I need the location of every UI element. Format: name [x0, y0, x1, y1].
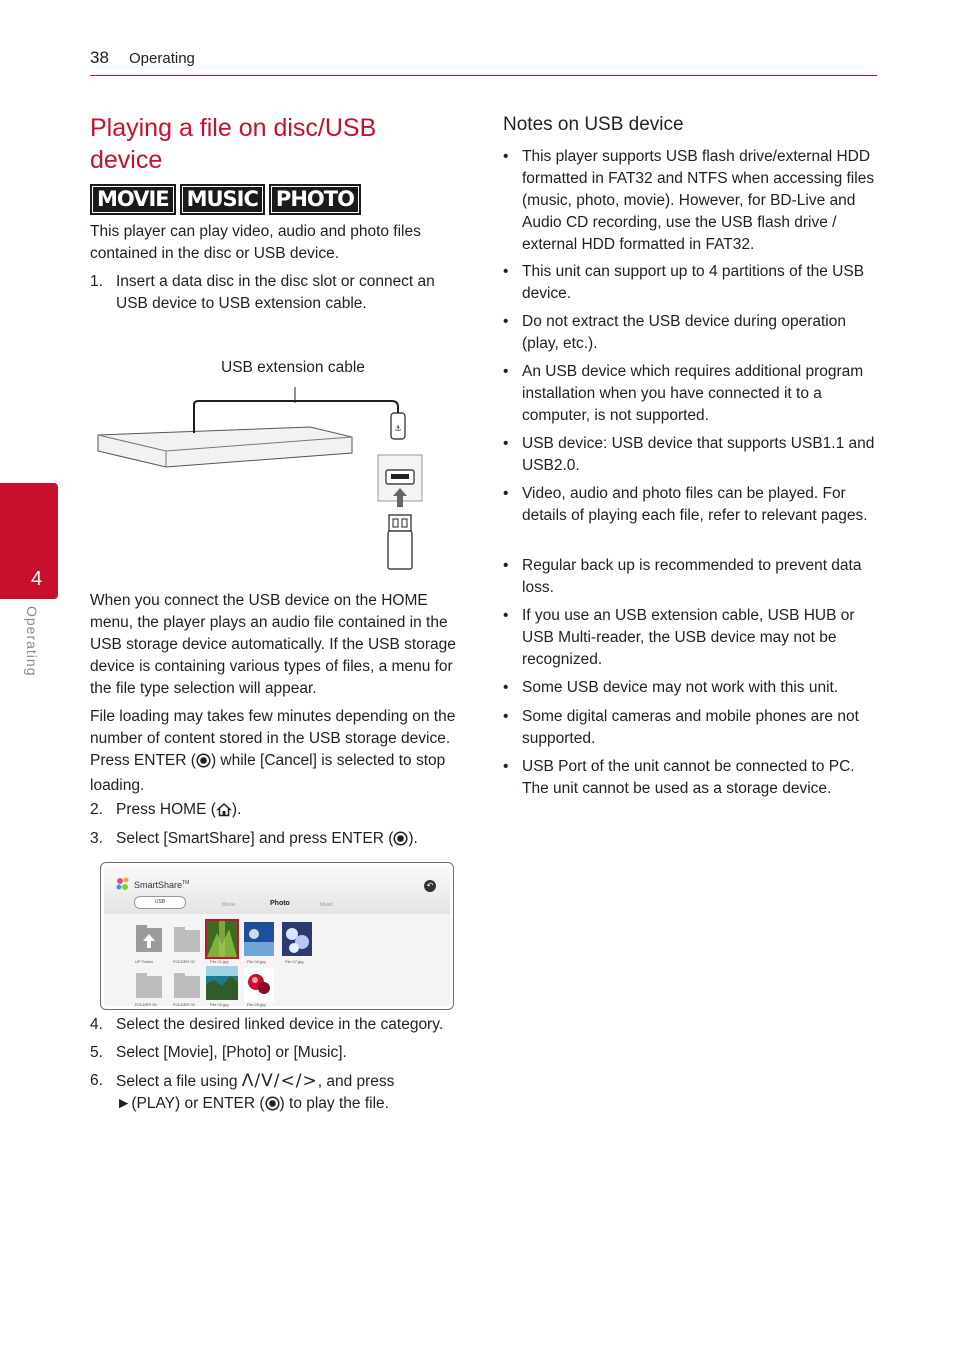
note-item: • If you use an USB extension cable, USB HUB or USB Multi-reader, the USB device may not be recognized. [503, 605, 877, 671]
smartshare-logo-text [134, 880, 189, 890]
note-text: USB device: USB device that supports USB1.1 and USB2.0. [522, 435, 875, 474]
step-6-text-d: ) to play the file. [279, 1095, 389, 1112]
music-badge: MUSIC [180, 184, 265, 215]
step-2-text-b: ). [231, 801, 242, 818]
folder-icon[interactable] [170, 922, 204, 958]
grid-caption: FOLDER 02 [173, 959, 195, 964]
enter-icon [265, 1096, 280, 1118]
note-text: USB Port of the unit cannot be connected to PC. The unit cannot be used as a storage device. [522, 758, 855, 797]
grid-caption: File 07.jpg [285, 959, 304, 964]
step-6-number: 6. [90, 1072, 103, 1089]
tab-music[interactable]: Music [320, 902, 334, 908]
step-2-number: 2. [90, 801, 103, 818]
step-3-text-a: Select [SmartShare] and press ENTER ( [116, 830, 394, 847]
grid-caption: UP Folder [135, 959, 153, 964]
step-1-text: Insert a data disc in the disc slot or connect an USB device to USB extension cable. [116, 273, 435, 312]
step-5 [90, 1042, 462, 1064]
grid-caption: File 02.jpg [210, 1002, 229, 1007]
smartshare-logo-icon [114, 875, 132, 893]
connect-paragraph: When you connect the USB device on the HOME menu, the player plays an audio file contained in the USB storage device automatically. If the USB storage device is containing various types of files, a menu for the file type selection will appear. [90, 592, 456, 697]
step-6-text-b: , and press [317, 1073, 395, 1090]
note-text: Regular back up is recommended to prevent data loss. [522, 557, 862, 596]
note-text: Some USB device may not work with this unit. [522, 679, 839, 696]
smartshare-title: SmartShare [134, 880, 183, 890]
step-3 [90, 828, 462, 850]
usb-cable-label: USB extension cable [221, 359, 365, 376]
step-3-text [116, 828, 462, 853]
photo-thumbnail-selected[interactable] [205, 919, 239, 959]
folder-icon[interactable] [170, 968, 204, 1004]
note-text: Some digital cameras and mobile phones are not supported. [522, 708, 859, 747]
note-text: This player supports USB flash drive/external HDD formatted in FAT32 and NTFS when accessing files (music, photo, movie). However, for BD-Live and Audio CD recording, use the USB flash drive / external HDD formatted in FAT32. [522, 148, 875, 253]
chapter-tab [0, 483, 58, 599]
svg-text:⚓: ⚓ [394, 424, 402, 433]
photo-thumbnail[interactable] [244, 968, 278, 1004]
note-item: • This unit can support up to 4 partitions of the USB device. [503, 261, 877, 305]
step-2-text [116, 799, 462, 824]
photo-thumbnail[interactable] [282, 922, 316, 958]
loading-text-a: File loading may takes few minutes depending on the number of content stored in the USB storage device. Press ENTER ( [90, 708, 456, 769]
chapter-number: 4 [31, 568, 43, 590]
photo-thumbnail[interactable] [206, 966, 240, 1002]
folder-icon[interactable] [132, 968, 166, 1004]
note-item: • Regular back up is recommended to prevent data loss. [503, 555, 877, 599]
note-text: This unit can support up to 4 partitions of the USB device. [522, 263, 865, 302]
page-number: 38 [90, 48, 109, 67]
up-folder-icon[interactable] [132, 922, 166, 958]
loading-text-b: ) while [Cancel] is selected to stop loading. [90, 752, 446, 794]
back-icon[interactable]: ↶ [424, 880, 436, 892]
note-item: • Video, audio and photo files can be played. For details of playing each file, refer to relevant pages. [503, 483, 877, 549]
note-text: An USB device which requires additional program installation when you have connected it to a computer, is not supported. [522, 363, 864, 424]
home-icon [216, 802, 232, 824]
smartshare-screen [104, 866, 450, 1006]
grid-caption: FOLDER 03 [173, 1002, 195, 1007]
note-text: Do not extract the USB device during operation (play, etc.). [522, 313, 846, 352]
note-item: • Do not extract the USB device during operation (play, etc.). [503, 311, 877, 355]
grid-caption: FOLDER 00 [135, 1002, 157, 1007]
note-text: If you use an USB extension cable, USB HUB or USB Multi-reader, the USB device may not be recognized. [522, 607, 855, 668]
grid-caption: File 04.jpg [247, 959, 266, 964]
step-4-text: Select the desired linked device in the category. [116, 1016, 444, 1033]
step-4 [90, 1014, 470, 1036]
step-4-number: 4. [90, 1016, 103, 1033]
step-6 [90, 1070, 462, 1114]
note-text: Video, audio and photo files can be played. For details of playing each file, refer to relevant pages. [522, 485, 868, 524]
step-6-text-c: ►(PLAY) or ENTER ( [116, 1095, 265, 1112]
grid-caption: File 01.jpg [210, 959, 229, 964]
smartshare-screenshot [100, 862, 454, 1010]
step-1 [90, 271, 462, 315]
grid-caption: File 05.jpg [247, 1002, 266, 1007]
arrow-keys-icon: Λ/V/</> [241, 1071, 318, 1091]
header-rule [90, 75, 877, 76]
step-5-text: Select [Movie], [Photo] or [Music]. [116, 1044, 347, 1061]
page-title: Playing a file on disc/USB device [90, 114, 377, 174]
tab-movie[interactable]: Movie [222, 902, 236, 908]
photo-thumbnail[interactable] [244, 922, 278, 958]
notes-heading: Notes on USB device [503, 114, 684, 135]
usb-device-tab[interactable]: USB [134, 896, 186, 909]
enter-icon [393, 831, 408, 853]
usb-connection-diagram [90, 355, 462, 575]
step-1-number: 1. [90, 273, 103, 290]
usb-stick-icon [389, 515, 411, 531]
section-name: Operating [129, 50, 195, 67]
note-item: • This player supports USB flash drive/external HDD formatted in FAT32 and NTFS when accessing files (music, photo, movie). However, for BD-Live and Audio CD recording, use the USB flash drive / external HDD formatted in FAT32. [503, 146, 877, 256]
media-badges [90, 184, 361, 215]
tab-photo[interactable]: Photo [270, 900, 290, 907]
note-item: • USB Port of the unit cannot be connected to PC. The unit cannot be used as a storage device. [503, 756, 877, 800]
movie-badge: MOVIE [90, 184, 176, 215]
step-6-text-a: Select a file using [116, 1073, 242, 1090]
note-item: • Some digital cameras and mobile phones are not supported. [503, 706, 877, 750]
step-2-text-a: Press HOME ( [116, 801, 216, 818]
photo-badge: PHOTO [269, 184, 361, 215]
intro-paragraph: This player can play video, audio and photo files contained in the disc or USB device. [90, 223, 421, 262]
enter-icon [196, 753, 211, 775]
step-3-text-b: ). [408, 830, 418, 847]
note-item: • An USB device which requires additional program installation when you have connected it to a computer, is not supported. [503, 361, 877, 427]
note-item: • USB device: USB device that supports USB1.1 and USB2.0. [503, 433, 877, 477]
step-2 [90, 799, 462, 821]
smartshare-tm: TM [182, 880, 190, 886]
note-item: • Some USB device may not work with this unit. [503, 677, 877, 699]
step-3-number: 3. [90, 830, 103, 847]
step-5-number: 5. [90, 1044, 103, 1061]
loading-paragraph [90, 706, 462, 797]
step-6-text [116, 1070, 462, 1118]
chapter-label: Operating [24, 606, 40, 677]
